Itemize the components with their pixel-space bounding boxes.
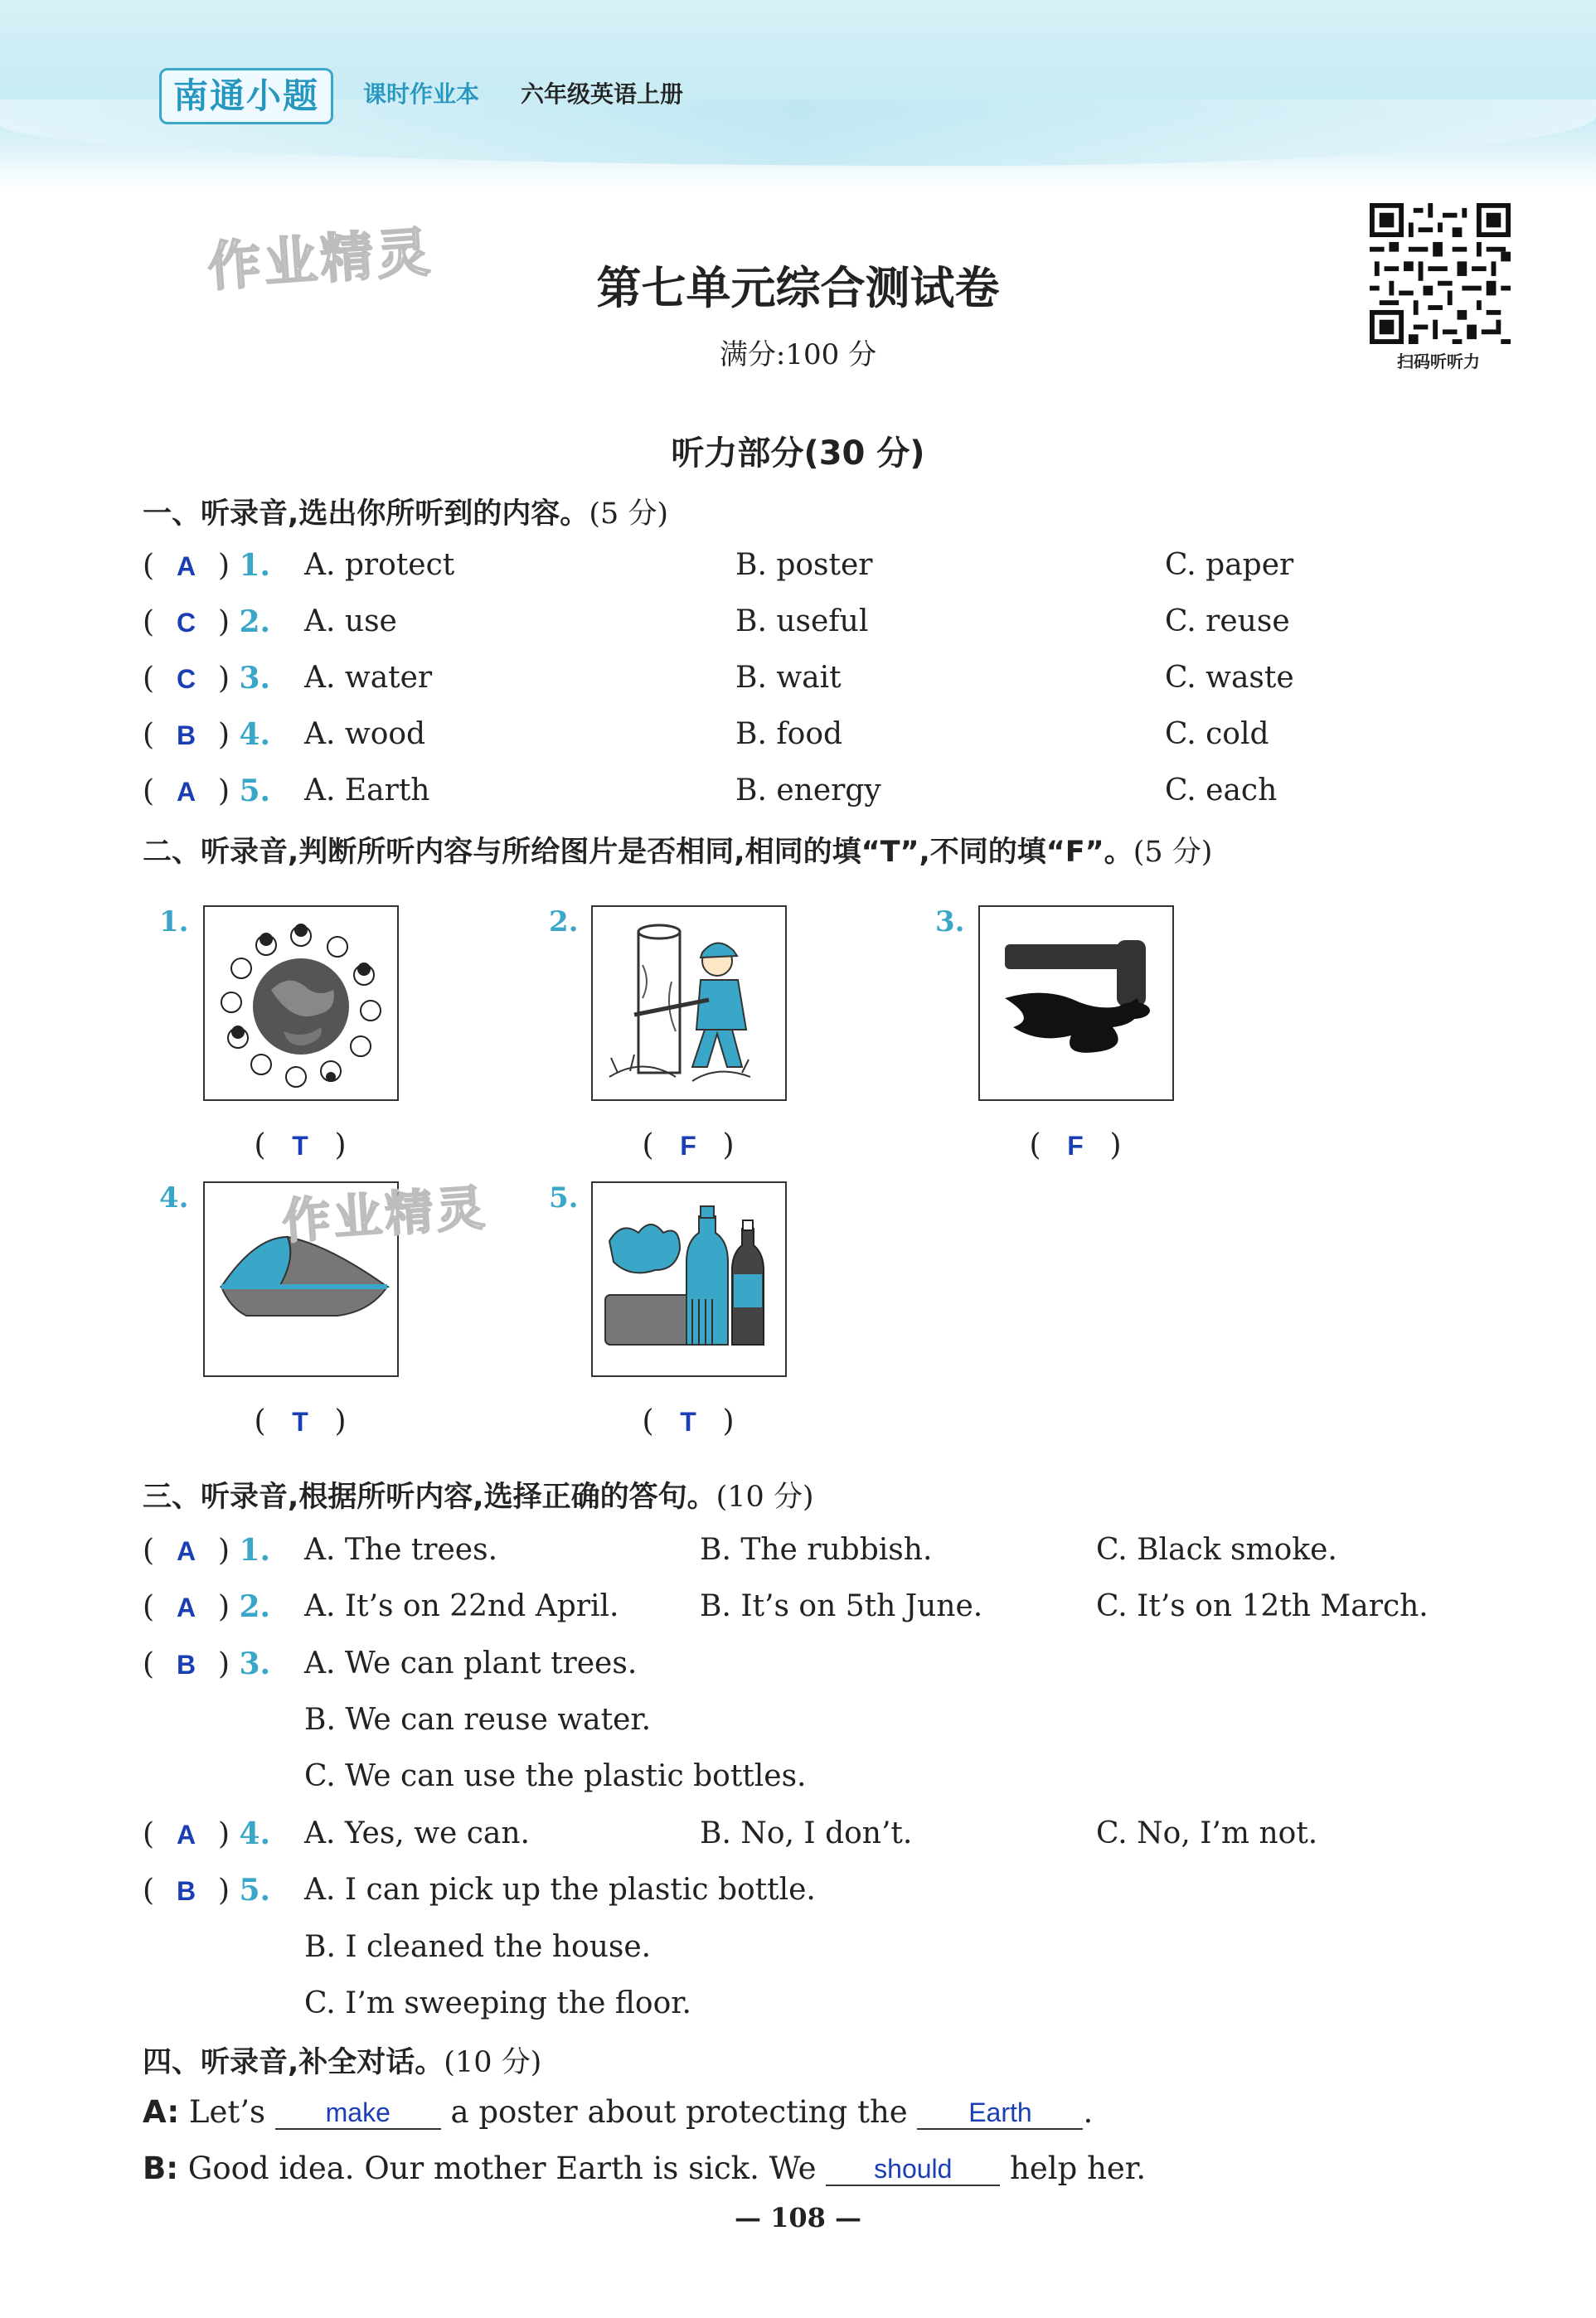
blank-field[interactable]: Earth [917,2097,1083,2130]
option-a: A. water [304,661,433,695]
dialogue-text: Let’s [179,2094,275,2130]
section-points: (5 分) [589,497,669,531]
question-number: 2. [239,1589,271,1624]
speaker-label: B: [143,2151,178,2186]
picture-oil-pipe [978,905,1174,1101]
picture-cutting-tree [591,905,787,1101]
qr-code-icon[interactable] [1370,203,1511,344]
cutting-tree-illustration [593,907,785,1099]
answer-mark: T [292,1131,308,1161]
watermark: 作业精灵 [206,221,435,299]
section-heading-text: 一、听录音,选出你所听到的内容。 [143,497,589,531]
section-1-heading [143,491,668,532]
option-c: C. We can use the plastic bottles. [304,1759,807,1793]
page-number-value: 108 [770,2202,826,2233]
oil-pipe-illustration [980,907,1172,1099]
question-row: ( A ) 1. A. protect B. poster C. paper [143,545,284,586]
answer-mark: A [176,551,196,581]
option-c: C. reuse [1165,604,1290,638]
answer-mark: T [680,1407,696,1437]
section-points: (10 分) [716,1481,814,1514]
part-title: 听力部分(30 分) [671,434,925,473]
picture-answer: ( T ) [622,1401,754,1443]
option-c: C. waste [1165,661,1294,695]
picture-number: 2. [549,905,579,938]
earth-children-illustration [205,907,397,1099]
section-heading-text: 四、听录音,补全对话。 [143,2046,444,2079]
question-number: 3. [239,661,271,696]
page-title: 第七单元综合测试卷 [596,262,1000,314]
section-points: (10 分) [444,2046,542,2079]
answer-mark: F [680,1131,696,1161]
picture-number: 5. [549,1181,579,1215]
dialogue-text: help her. [1000,2151,1147,2186]
full-score: 满分:100 分 [719,338,877,371]
option-b: B. wait [735,661,842,695]
question-row: ( C ) 3. A. water B. wait C. waste [143,657,284,699]
answer-mark: B [176,1650,196,1680]
watermark: 作业精灵 [280,1179,490,1250]
question-row: ( B ) 3. A. We can plant trees. [143,1643,284,1685]
answer-mark: A [176,1820,196,1850]
blank-field[interactable]: should [826,2153,1000,2186]
option-b: B. useful [735,604,869,638]
option-b: B. poster [735,548,873,582]
plastic-waste-illustration [593,1183,785,1375]
answer-mark: C [176,664,196,694]
option-c: C. No, I’m not. [1096,1816,1318,1850]
answer-mark: A [176,777,196,807]
series-name: 课时作业本 [363,80,480,108]
question-number: 1. [239,1533,271,1568]
picture-number: 3. [935,905,965,938]
picture-number: 4. [159,1181,189,1215]
section-heading-text: 三、听录音,根据所听内容,选择正确的答句。 [143,1481,716,1514]
section-3-heading [143,1474,814,1515]
question-number: 1. [239,548,271,583]
dialogue-line-a [143,2094,1093,2130]
question-row: ( A ) 4. A. Yes, we can. B. No, I don’t. C. No, I’m not. [143,1813,284,1855]
option-b: B. energy [735,773,881,807]
question-number: 5. [239,773,271,808]
section-heading-text: 二、听录音,判断所听内容与所给图片是否相同,相同的填“T”,不同的填“F”。 [143,836,1133,869]
page-number: — 108 — [734,2202,862,2233]
picture-answer: ( F ) [1009,1125,1142,1166]
option-b: B. No, I don’t. [700,1816,913,1850]
option-a: A. It’s on 22nd April. [304,1589,619,1623]
option-c: C. each [1165,773,1278,807]
answer-mark: B [176,1876,196,1906]
option-a: A. Yes, we can. [304,1816,531,1850]
dialogue-text: a poster about protecting the [440,2094,918,2130]
option-a: A. wood [304,717,426,751]
option-a: A. Earth [304,773,430,807]
dialogue-line-b [143,2151,1146,2186]
option-c: C. I’m sweeping the floor. [304,1986,691,2020]
option-b: B. We can reuse water. [304,1703,652,1737]
section-points: (5 分) [1133,836,1213,869]
blank-field[interactable]: make [275,2097,441,2130]
answer-mark: A [176,1593,196,1622]
brand-logo: 南通小题 [159,68,333,124]
option-a: A. The trees. [304,1533,498,1567]
option-c: C. paper [1165,548,1294,582]
option-a: A. We can plant trees. [304,1646,638,1680]
option-c: C. cold [1165,717,1269,751]
picture-answer: ( T ) [234,1401,366,1443]
section-4-heading [143,2039,541,2081]
option-a: A. I can pick up the plastic bottle. [304,1873,816,1907]
answer-mark: C [176,608,196,638]
picture-number: 1. [159,905,189,938]
option-b: B. I cleaned the house. [304,1930,652,1964]
answer-mark: A [176,1536,196,1566]
answer-mark: B [176,720,196,750]
option-b: B. food [735,717,843,751]
qr-label: 扫码听听力 [1397,352,1480,371]
picture-answer: ( F ) [622,1125,754,1166]
option-b: B. It’s on 5th June. [700,1589,983,1623]
question-number: 4. [239,1816,271,1851]
question-row: ( C ) 2. A. use B. useful C. reuse [143,601,284,643]
picture-children-around-earth [203,905,399,1101]
question-row: ( B ) 5. A. I can pick up the plastic bottle. [143,1869,284,1911]
question-number: 3. [239,1646,271,1681]
question-number: 2. [239,604,271,639]
answer-mark: F [1067,1131,1084,1161]
question-number: 5. [239,1873,271,1908]
question-row: ( A ) 2. A. It’s on 22nd April. B. It’s on 5th June. C. It’s on 12th March. [143,1586,284,1627]
question-row: ( B ) 4. A. wood B. food C. cold [143,714,284,755]
picture-plastic-waste [591,1181,787,1377]
section-2-heading [143,829,1212,870]
option-c: C. Black smoke. [1096,1533,1337,1567]
dialogue-text: Good idea. Our mother Earth is sick. We [178,2151,827,2186]
option-c: C. It’s on 12th March. [1096,1589,1429,1623]
picture-answer: ( T ) [234,1125,366,1166]
dialogue-text: . [1083,2094,1094,2130]
book-title: 六年级英语上册 [521,80,684,108]
speaker-label: A: [143,2094,180,2130]
option-a: A. use [304,604,397,638]
question-number: 4. [239,717,271,752]
answer-mark: T [292,1407,308,1437]
option-b: B. The rubbish. [700,1533,933,1567]
option-a: A. protect [304,548,455,582]
question-row: ( A ) 1. A. The trees. B. The rubbish. C. Black smoke. [143,1530,284,1571]
question-row: ( A ) 5. A. Earth B. energy C. each [143,770,284,812]
